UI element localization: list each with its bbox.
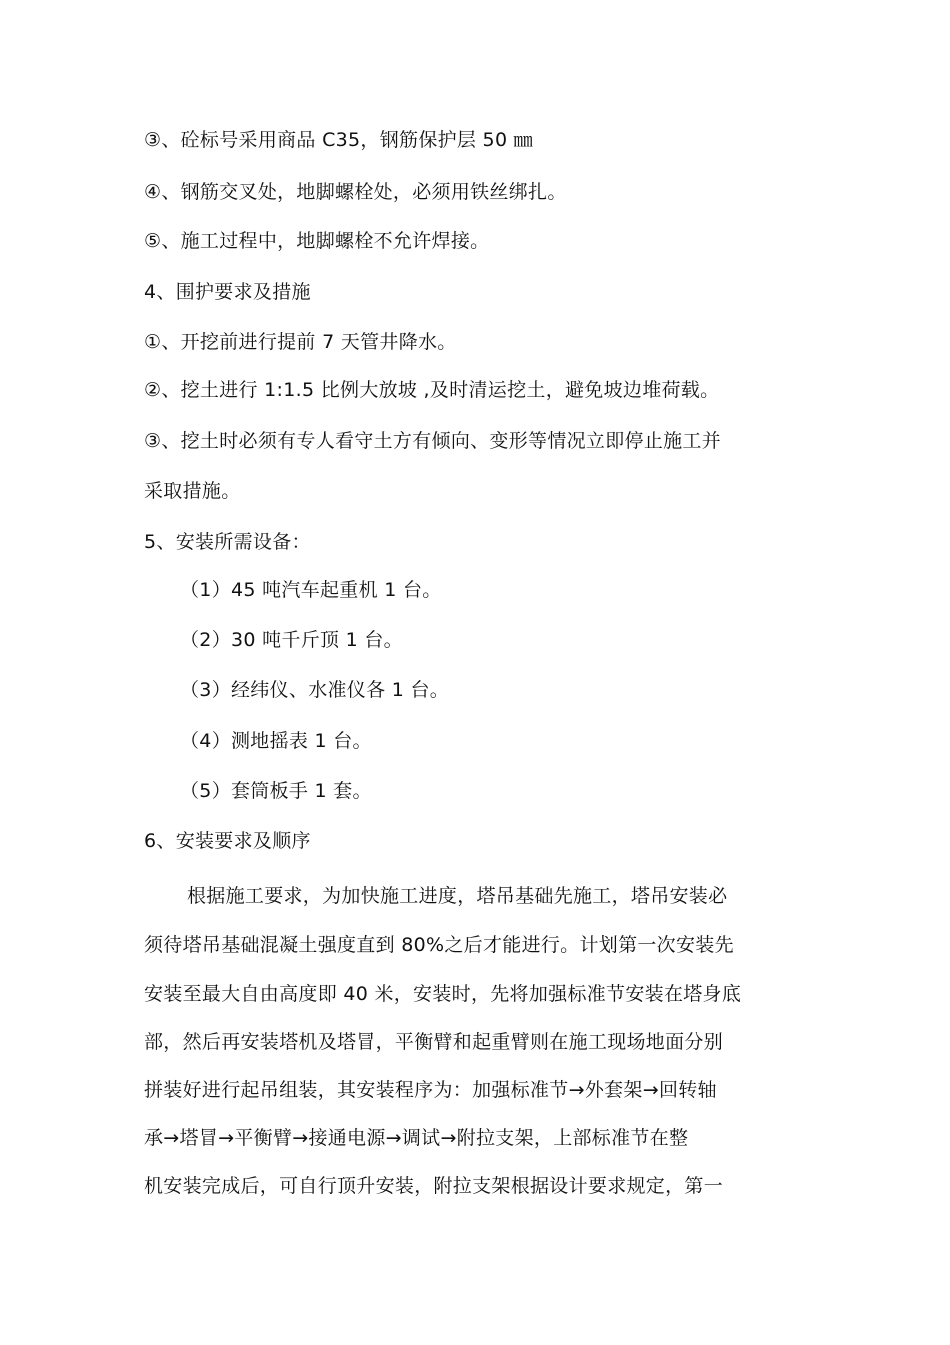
equipment-item: （5）套筒板手 1 套。	[180, 780, 372, 802]
paragraph-line: 机安装完成后，可自行顶升安装，附拉支架根据设计要求规定，第一	[144, 1175, 724, 1197]
equipment-item: （1）45 吨汽车起重机 1 台。	[180, 579, 442, 601]
text-line: ⑤、施工过程中，地脚螺栓不允许焊接。	[144, 230, 490, 252]
paragraph-line: 须待塔吊基础混凝土强度直到 80%之后才能进行。计划第一次安装先	[144, 934, 734, 956]
paragraph-line: 承→塔冒→平衡臂→接通电源→调试→附拉支架，上部标准节在整	[144, 1127, 689, 1149]
equipment-item: （4）测地摇表 1 台。	[180, 730, 372, 752]
text-line: ①、开挖前进行提前 7 天管井降水。	[144, 331, 457, 353]
section-heading: 4、围护要求及措施	[144, 281, 311, 303]
paragraph-line: 安装至最大自由高度即 40 米，安装时，先将加强标准节安装在塔身底	[144, 983, 742, 1005]
text-line: ③、挖土时必须有专人看守土方有倾向、变形等情况立即停止施工并	[144, 430, 722, 452]
equipment-item: （3）经纬仪、水准仪各 1 台。	[180, 679, 450, 701]
text-line: ②、挖土进行 1:1.5 比例大放坡 ,及时清运挖土，避免坡边堆荷载。	[144, 379, 720, 401]
equipment-item: （2）30 吨千斤顶 1 台。	[180, 629, 403, 651]
paragraph-line: 部，然后再安装塔机及塔冒，平衡臂和起重臂则在施工现场地面分别	[144, 1031, 724, 1053]
text-line: ④、钢筋交叉处，地脚螺栓处，必须用铁丝绑扎。	[144, 181, 567, 203]
text-line: 采取措施。	[144, 480, 241, 502]
text-line: ③、砼标号采用商品 C35，钢筋保护层 50 ㎜	[144, 129, 533, 151]
section-heading: 6、安装要求及顺序	[144, 830, 311, 852]
section-heading: 5、安装所需设备：	[144, 531, 311, 553]
paragraph-line: 拼装好进行起吊组装，其安装程序为：加强标准节→外套架→回转轴	[144, 1079, 717, 1101]
paragraph-line: 根据施工要求，为加快施工进度，塔吊基础先施工，塔吊安装必	[187, 885, 728, 907]
